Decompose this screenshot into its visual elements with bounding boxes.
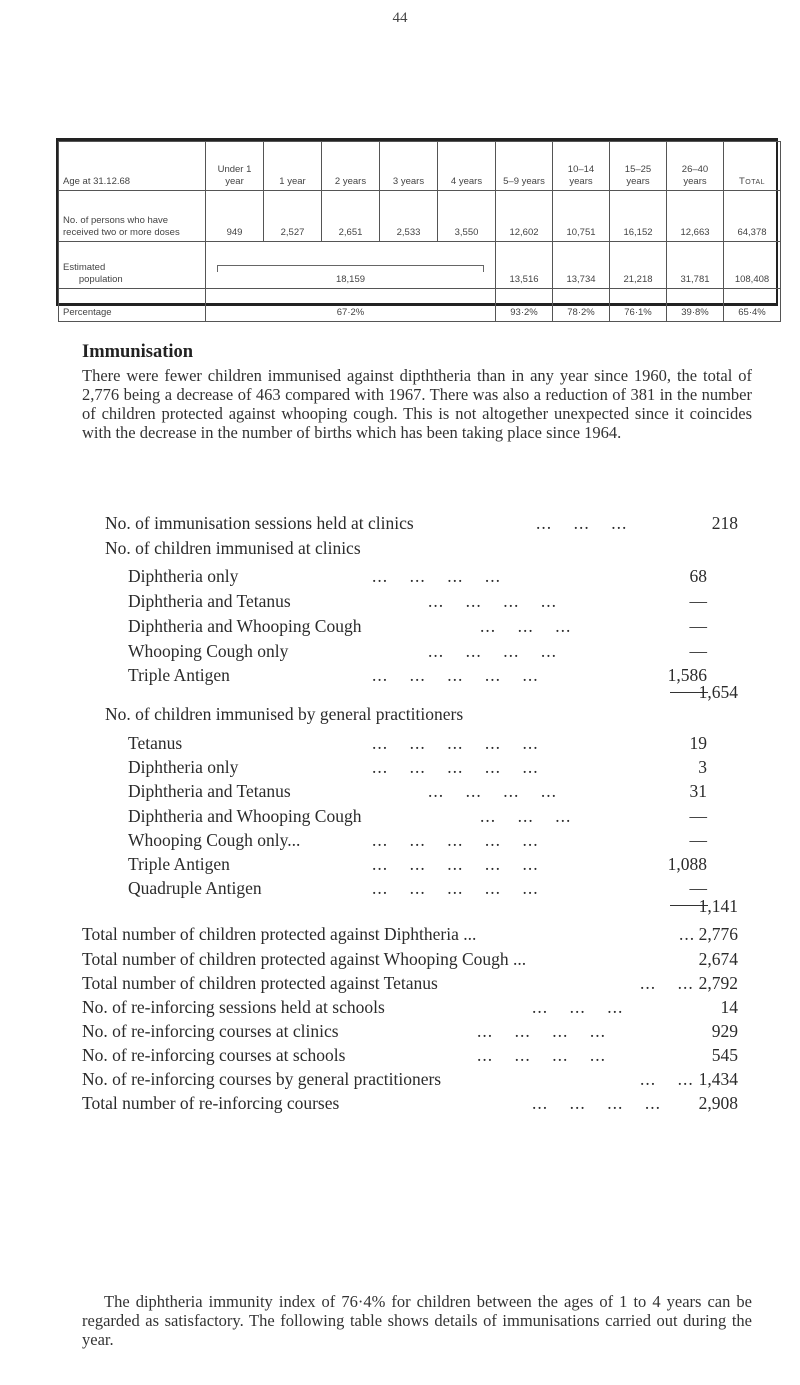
table-row [59, 191, 781, 242]
list-value: 1,434 [698, 1069, 738, 1089]
table-cell: 2,527 [264, 191, 322, 242]
list-item: Diphtheria and Tetanus ... ... ... ... — [128, 591, 707, 611]
list-item: Tetanus ... ... ... ... ... 19 [128, 733, 707, 753]
list-value: 1,586 [667, 665, 707, 685]
table-cell: 2,651 [322, 191, 380, 242]
subtotal [0, 896, 800, 920]
table-row [59, 289, 781, 322]
table-header-cell: 26–40 years [667, 142, 724, 191]
total-item: No. of re-inforcing sessions held at schools ... ... ... 14 [82, 997, 738, 1017]
list-heading: No. of children immunised at clinics [105, 538, 361, 558]
immunity-table [56, 138, 778, 319]
table-header-cell: 4 years [438, 142, 496, 191]
list-value: 3 [698, 757, 707, 777]
list-value: 1,088 [667, 854, 707, 874]
table-cell: 13,516 [496, 242, 553, 289]
subtotal [0, 682, 800, 706]
total-item: Total number of children protected against Whooping Cough ... 2,674 [82, 949, 738, 969]
subtotal-value: 1,654 [698, 682, 738, 702]
list-value: 218 [711, 513, 738, 533]
list-value: 68 [689, 566, 707, 586]
table-cell: 65·4% [724, 289, 781, 322]
table-cell: 3,550 [438, 191, 496, 242]
list-value: 31 [689, 781, 707, 801]
subtotal-value: 1,141 [698, 896, 738, 916]
list-item: Diphtheria only ... ... ... ... ... 3 [128, 757, 707, 777]
list-value: — [689, 591, 707, 611]
list-value: 2,792 [698, 973, 738, 993]
row-label: No. of persons who have received two or more doses [59, 191, 206, 242]
list-value: — [689, 616, 707, 636]
table-cell: 12,663 [667, 191, 724, 242]
list-item: Diphtheria only ... ... ... ... 68 [128, 566, 707, 586]
list-value: — [689, 878, 707, 898]
group-brace [217, 265, 484, 272]
list-item: No. of immunisation sessions held at clinics ... ... ... 218 [105, 513, 738, 533]
total-item: Total number of re-inforcing courses ... ... ... ... 2,908 [82, 1093, 738, 1113]
intro-paragraph: There were fewer children immunised against dipththeria than in any year since 1960, the total of 2,776 being a decrease of 463 compared with 1967. There was also a reduction of 381 in the number of children protected against whooping cough. This is not altogether unexpected since it coincides with the decrease in the number of births which has been taking place since 1964. [82, 366, 752, 442]
list-value: 14 [720, 997, 738, 1017]
total-item: No. of re-inforcing courses by general practitioners ... ... 1,434 [82, 1069, 738, 1089]
table-header-row [59, 142, 781, 191]
table-header-cell: 10–14 years [553, 142, 610, 191]
table-header-cell: Under 1 year [206, 142, 264, 191]
page-number: 44 [392, 10, 408, 26]
section-heading: Immunisation [82, 342, 194, 362]
list-heading: No. of children immunised by general practitioners [105, 704, 464, 724]
total-item: No. of re-inforcing courses at clinics ... ... ... ... 929 [82, 1021, 738, 1041]
list-value: 929 [711, 1021, 738, 1041]
list-item: Diphtheria and Tetanus ... ... ... ... 31 [128, 781, 707, 801]
table-cell: 949 [206, 191, 264, 242]
list-item: Triple Antigen ... ... ... ... ... 1,586 [128, 665, 707, 685]
table-cell: 13,734 [553, 242, 610, 289]
list-value: — [689, 641, 707, 661]
list-value: — [689, 830, 707, 850]
list-value: — [689, 806, 707, 826]
row-label: Percentage [59, 289, 206, 322]
table-cell: 10,751 [553, 191, 610, 242]
grouped-cell: 18,159 [206, 242, 496, 289]
list-item: Diphtheria and Whooping Cough ... ... ... — [128, 616, 707, 636]
table-header-cell: 2 years [322, 142, 380, 191]
list-value: 19 [689, 733, 707, 753]
table-header-cell: 3 years [380, 142, 438, 191]
table-header-cell: 5–9 years [496, 142, 553, 191]
table-cell: 64,378 [724, 191, 781, 242]
table-cell: 76·1% [610, 289, 667, 322]
table-cell: 78·2% [553, 289, 610, 322]
table-cell: 108,408 [724, 242, 781, 289]
table-header-cell: 1 year [264, 142, 322, 191]
list-value: 545 [711, 1045, 738, 1065]
table-header-cell: Age at 31.12.68 [59, 142, 206, 191]
list-item: Whooping Cough only ... ... ... ... — [128, 641, 707, 661]
total-item: Total number of children protected against Tetanus ... ... 2,792 [82, 973, 738, 993]
table-cell: 12,602 [496, 191, 553, 242]
total-item: Total number of children protected against Diphtheria ... ... 2,776 [82, 924, 738, 944]
table-header-cell: Total [724, 142, 781, 191]
row-label: Estimated population [59, 242, 206, 289]
list-item: Diphtheria and Whooping Cough ... ... ... — [128, 806, 707, 826]
total-item: No. of re-inforcing courses at schools ... ... ... ... 545 [82, 1045, 738, 1065]
closing-paragraph: The diphtheria immunity index of 76·4% for children between the ages of 1 to 4 years can be regarded as satisfactory. The following table shows details of immunisations carried out during the year. [82, 1292, 752, 1349]
list-item: Whooping Cough only... ... ... ... ... ... — [128, 830, 707, 850]
table-header-cell: 15–25 years [610, 142, 667, 191]
table-cell: 16,152 [610, 191, 667, 242]
list-value: 2,908 [698, 1093, 738, 1113]
list-value: 2,776 [698, 924, 738, 944]
list-value: 2,674 [698, 949, 738, 969]
table-cell: 21,218 [610, 242, 667, 289]
list-item: Triple Antigen ... ... ... ... ... 1,088 [128, 854, 707, 874]
table-cell: 2,533 [380, 191, 438, 242]
table-cell: 31,781 [667, 242, 724, 289]
table-row [59, 242, 781, 289]
table-cell: 39·8% [667, 289, 724, 322]
list-item: Quadruple Antigen ... ... ... ... ... — [128, 878, 707, 898]
table-cell: 93·2% [496, 289, 553, 322]
grouped-cell: 67·2% [206, 289, 496, 322]
